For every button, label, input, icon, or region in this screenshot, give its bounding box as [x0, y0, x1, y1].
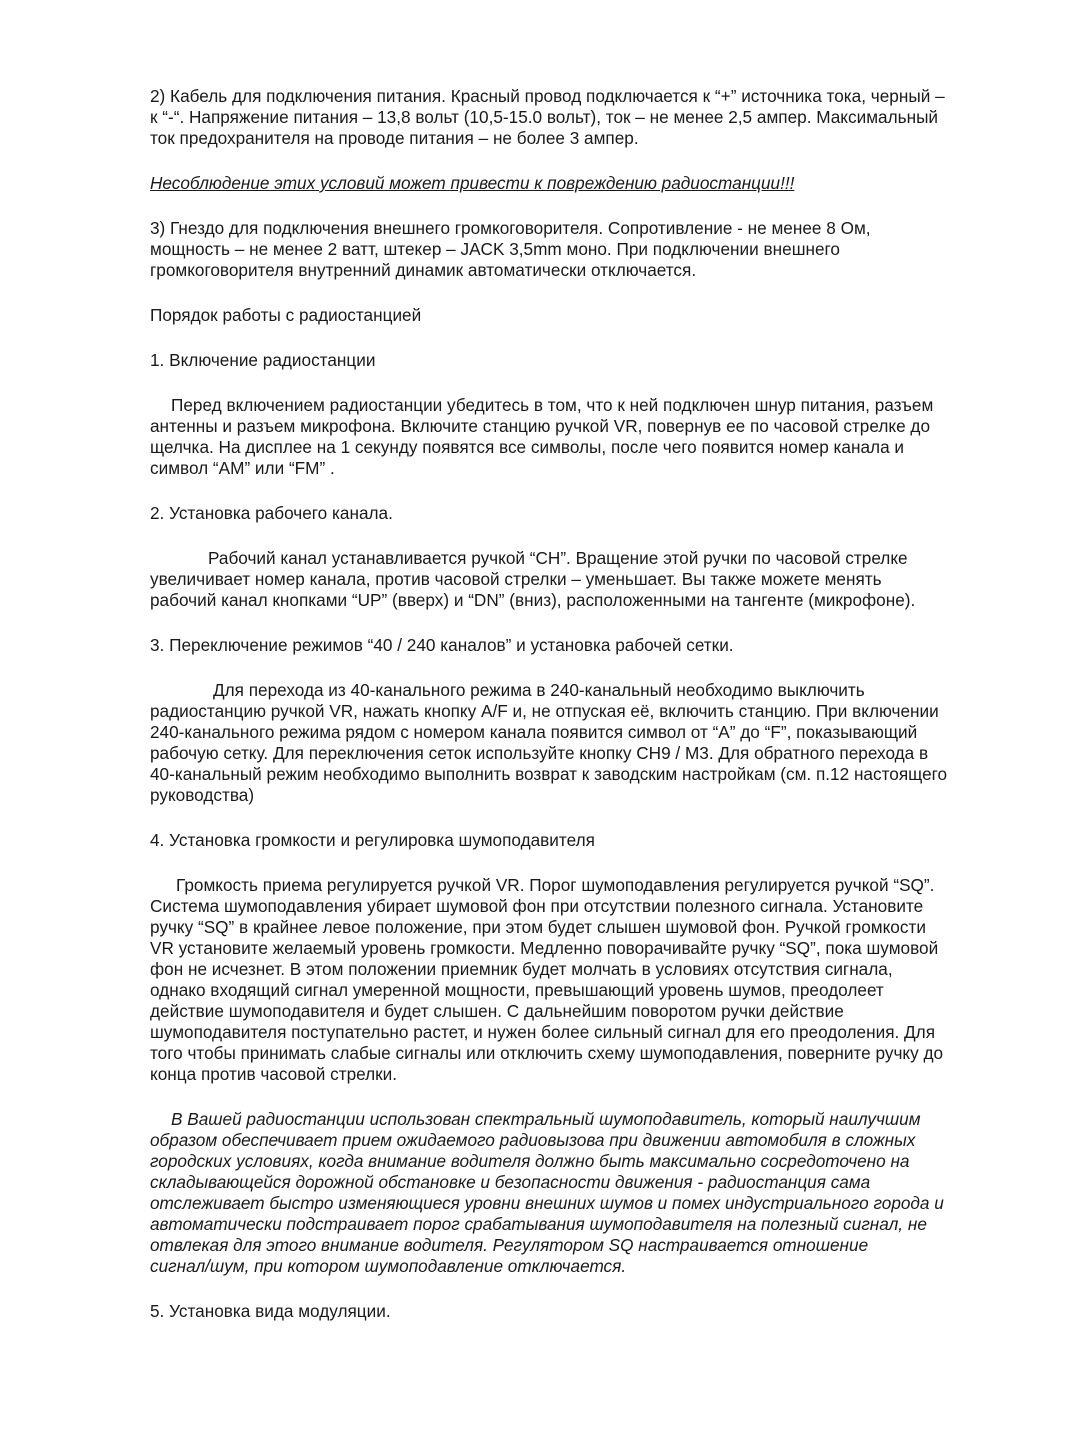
- paragraph-squelch-note: [150, 1109, 1010, 1277]
- paragraph-channel: [150, 548, 1010, 611]
- text-line: Рабочий канал устанавливается ручкой “CH”. Вращение этой ручки по часовой стрелке: [208, 548, 908, 568]
- text-line: Громкость приема регулируется ручкой VR. Порог шумоподавления регулируется ручкой “SQ”.: [176, 875, 935, 895]
- text-line: VR установите желаемый уровень громкости. Медленно поворачивайте ручку “SQ”, пока шумовой: [150, 938, 939, 958]
- text-line: 2) Кабель для подключения питания. Красный провод подключается к “+” источника тока, черный –: [150, 86, 945, 106]
- text-line: к “-“. Напряжение питания – 13,8 вольт (10,5-15.0 вольт), ток – не менее 2,5 ампер. Максимальный: [150, 107, 939, 127]
- heading-text: 5. Установка вида модуляции.: [150, 1301, 391, 1321]
- text-line: В Вашей радиостанции использован спектральный шумоподавитель, который наилучшим: [171, 1109, 921, 1129]
- document-page: [150, 86, 1010, 1346]
- text-line: городских условиях, когда внимание водителя должно быть максимально сосредоточено на: [150, 1151, 910, 1171]
- text-line: громкоговорителя внутренний динамик автоматически отключается.: [150, 260, 697, 280]
- text-line: фон не исчезнет. В этом положении приемник будет молчать в условиях отсутствия сигнала,: [150, 959, 893, 979]
- text-line: однако входящий сигнал умеренной мощности, превышающий уровень шумов, преодолеет: [150, 980, 884, 1000]
- text-line: конца против часовой стрелки.: [150, 1064, 398, 1084]
- text-line: образом обеспечивает прием ожидаемого радиовызова при движении автомобиля в сложных: [150, 1130, 916, 1150]
- heading-modes: [150, 635, 1010, 656]
- text-line: шумоподавителя поступательно растет, и нужен более сильный сигнал для его преодоления. Для: [150, 1022, 936, 1042]
- text-line: 3) Гнездо для подключения внешнего громкоговорителя. Сопротивление - не менее 8 Ом,: [150, 218, 871, 238]
- heading-power-on: [150, 350, 1010, 371]
- heading-text: 4. Установка громкости и регулировка шумоподавителя: [150, 830, 595, 850]
- text-line: антенны и разъем микрофона. Включите станцию ручкой VR, повернув ее по часовой стрелке до: [150, 416, 931, 436]
- text-line: радиостанцию ручкой VR, нажать кнопку A/F и, не отпуская её, включить станцию. При включении: [150, 701, 939, 721]
- text-line: отвлекая для этого внимание водителя. Регулятором SQ настраивается отношение: [150, 1235, 869, 1255]
- text-line: увеличивает номер канала, против часовой стрелки – уменьшает. Вы также можете менять: [150, 569, 882, 589]
- text-line: мощность – не менее 2 ватт, штекер – JACK 3,5mm моно. При подключении внешнего: [150, 239, 840, 259]
- paragraph-warning: [150, 173, 1010, 194]
- text-line: рабочий канал кнопками “UP” (вверх) и “DN” (вниз), расположенными на тангенте (микрофоне).: [150, 590, 916, 610]
- heading-modulation: [150, 1301, 1010, 1322]
- paragraph-volume: [150, 875, 1010, 1085]
- text-line: руководства): [150, 785, 255, 805]
- text-line: автоматически подстраивает порог срабатывания шумоподавителя на полезный сигнал, не: [150, 1214, 927, 1234]
- text-line: сигнал/шум, при котором шумоподавление отключается.: [150, 1256, 627, 1276]
- heading-text: 2. Установка рабочего канала.: [150, 503, 393, 523]
- text-line: Для перехода из 40-канального режима в 240-канальный необходимо выключить: [213, 680, 865, 700]
- text-line: Система шумоподавления убирает шумовой фон при отсутствии полезного сигнала. Установите: [150, 896, 924, 916]
- text-line: того чтобы принимать слабые сигналы или отключить схему шумоподавления, поверните ручку до: [150, 1043, 944, 1063]
- section-heading-operation: [150, 305, 1010, 326]
- text-line: действие шумоподавителя и будет слышен. С дальнейшим поворотом ручки действие: [150, 1001, 844, 1021]
- heading-text: 3. Переключение режимов “40 / 240 каналов” и установка рабочей сетки.: [150, 635, 734, 655]
- text-line: символ “AM” или “FM” .: [150, 458, 335, 478]
- paragraph-modes: [150, 680, 1010, 806]
- text-line: складывающейся дорожной обстановке и безопасности движения - радиостанция сама: [150, 1172, 871, 1192]
- text-line: отслеживает быстро изменяющиеся уровни внешних шумов и помех индустриального города и: [150, 1193, 944, 1213]
- warning-text: Несоблюдение этих условий может привести к повреждению радиостанции!!!: [150, 173, 795, 193]
- paragraph-power-cable: [150, 86, 1010, 149]
- heading-volume: [150, 830, 1010, 851]
- text-line: ручку “SQ” в крайнее левое положение, при этом будет слышен шумовой фон. Ручкой громкости: [150, 917, 926, 937]
- paragraph-power-on: [150, 395, 1010, 479]
- text-line: Перед включением радиостанции убедитесь в том, что к ней подключен шнур питания, разъем: [171, 395, 934, 415]
- heading-channel: [150, 503, 1010, 524]
- text-line: 240-канального режима рядом с номером канала появится символ от “A” до “F”, показывающий: [150, 722, 918, 742]
- paragraph-speaker-jack: [150, 218, 1010, 281]
- text-line: щелчка. На дисплее на 1 секунду появятся все символы, после чего появится номер канала и: [150, 437, 905, 457]
- text-line: рабочую сетку. Для переключения сеток используйте кнопку CH9 / M3. Для обратного перехода в: [150, 743, 929, 763]
- text-line: ток предохранителя на проводе питания – не более 3 ампер.: [150, 128, 639, 148]
- text-line: 40-канальный режим необходимо выполнить возврат к заводским настройкам (см. п.12 настоящего: [150, 764, 948, 784]
- heading-text: 1. Включение радиостанции: [150, 350, 376, 370]
- heading-text: Порядок работы с радиостанцией: [150, 305, 422, 325]
